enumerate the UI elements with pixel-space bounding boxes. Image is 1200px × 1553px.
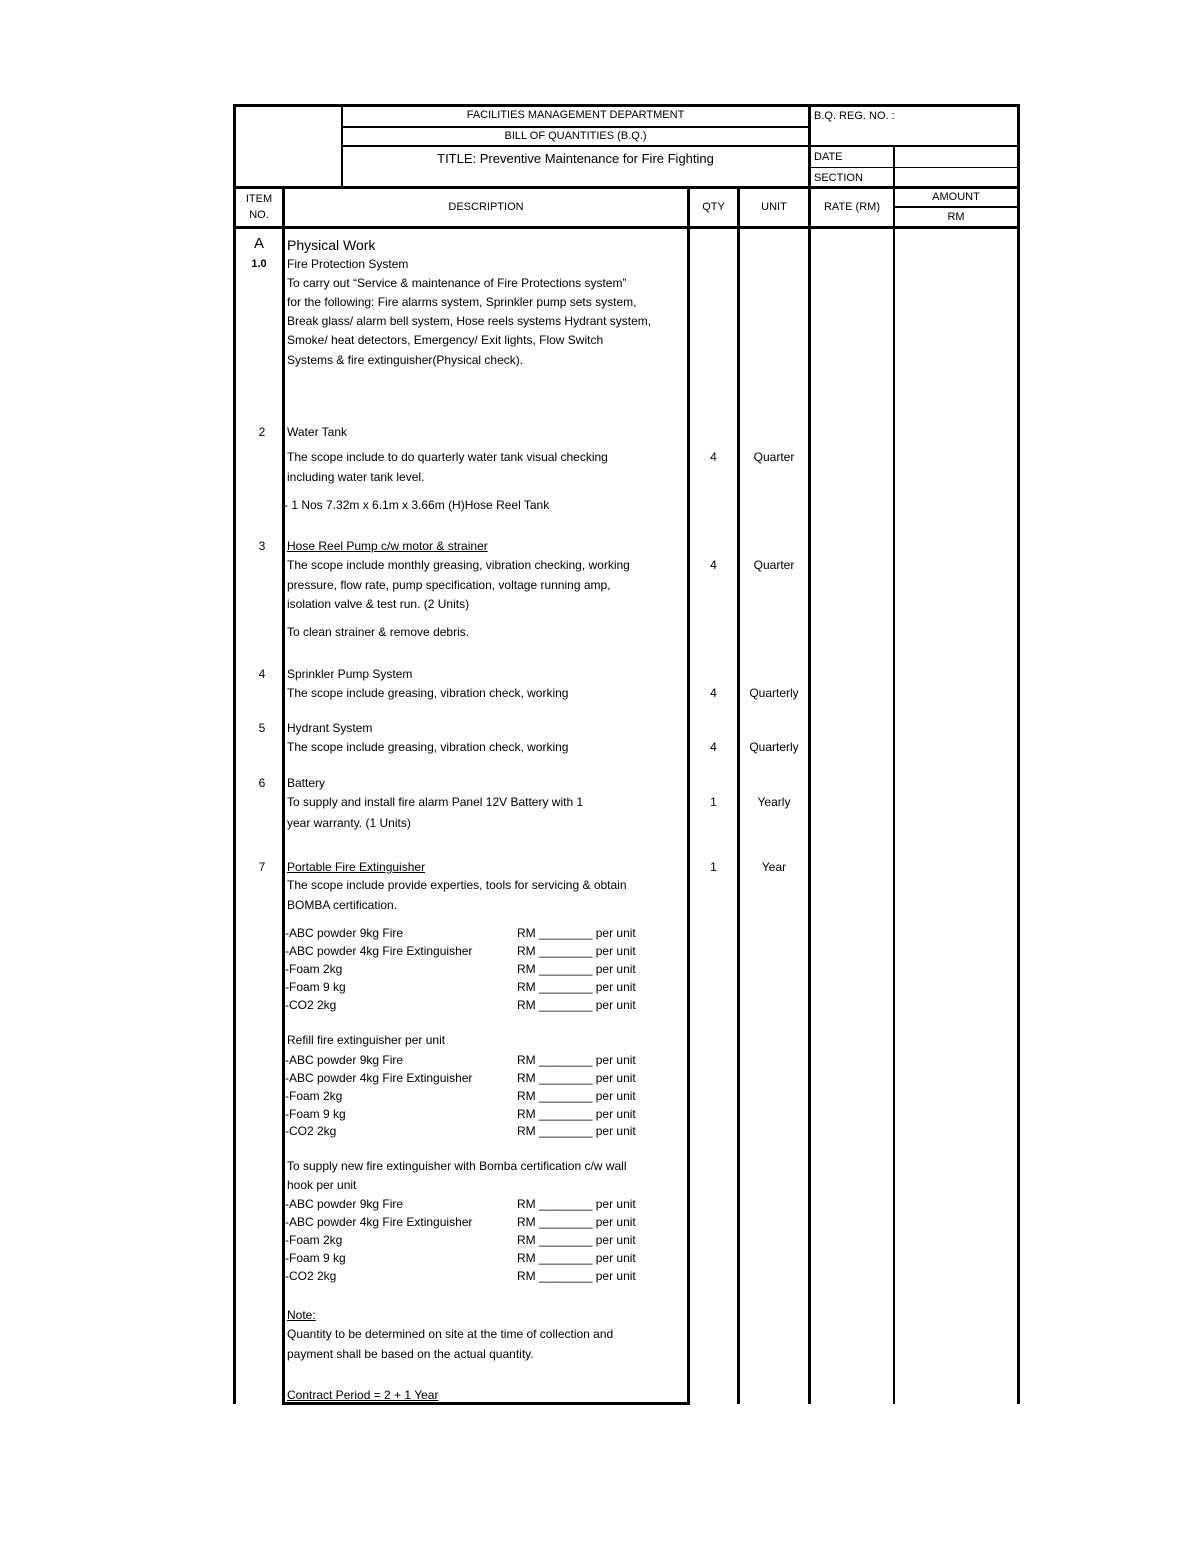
description-line: - 1 Nos 7.32m x 6.1m x 3.66m (H)Hose Reel Tank [284, 498, 550, 512]
price-blank: RM ________ per unit [517, 1124, 636, 1138]
description-line: Break glass/ alarm bell system, Hose reels systems Hydrant system, [287, 314, 652, 328]
col-item-line1: ITEM [245, 193, 273, 205]
extinguisher-type: -Foam 2kg [285, 1233, 343, 1247]
col-qty: QTY [702, 201, 725, 213]
price-blank: RM ________ per unit [517, 1053, 636, 1067]
extinguisher-type: -Foam 2kg [285, 1089, 343, 1103]
qty-value: 4 [710, 740, 717, 754]
item-no: 1.0 [251, 258, 267, 270]
description-line: Systems & fire extinguisher(Physical check). [287, 353, 524, 367]
description-line: pressure, flow rate, pump specification, voltage running amp, [287, 578, 611, 592]
extinguisher-type: -ABC powder 4kg Fire Extinguisher [285, 1215, 473, 1229]
col-description: DESCRIPTION [448, 201, 524, 213]
item-no: 5 [258, 721, 266, 735]
extinguisher-type: -Foam 9 kg [285, 980, 346, 994]
col-rate: RATE (RM) [823, 201, 880, 213]
description-line: The scope include greasing, vibration check, working [287, 740, 569, 754]
item-no: 6 [258, 776, 266, 790]
qty-value: 1 [710, 860, 717, 874]
price-blank: RM ________ per unit [517, 1197, 636, 1211]
unit-value: Quarterly [749, 686, 799, 700]
bq-reg-no-label: B.Q. REG. NO. : [814, 110, 895, 122]
description-line: To supply and install fire alarm Panel 12V Battery with 1 [287, 795, 584, 809]
item-title: Water Tank [287, 425, 348, 439]
item-title: Hose Reel Pump c/w motor & strainer [287, 539, 488, 553]
extinguisher-type: -ABC powder 9kg Fire [285, 926, 404, 940]
extinguisher-type: -ABC powder 9kg Fire [285, 1053, 404, 1067]
extinguisher-type: -ABC powder 4kg Fire Extinguisher [285, 944, 473, 958]
description-line: The scope include to do quarterly water tank visual checking [287, 450, 608, 464]
contract-period: Contract Period = 2 + 1 Year [287, 1388, 439, 1402]
price-blank: RM ________ per unit [517, 1215, 636, 1229]
item-no: 3 [258, 539, 266, 553]
extinguisher-type: -CO2 2kg [285, 998, 337, 1012]
col-amount: AMOUNT [932, 191, 980, 203]
col-unit: UNIT [761, 201, 787, 213]
price-blank: RM ________ per unit [517, 1089, 636, 1103]
supply-line: hook per unit [287, 1178, 357, 1192]
section-letter: A [253, 235, 264, 252]
document-title: TITLE: Preventive Maintenance for Fire Fighting [437, 151, 714, 166]
price-blank: RM ________ per unit [517, 944, 636, 958]
section-label: SECTION [814, 172, 863, 184]
description-line: The scope include monthly greasing, vibration checking, working [287, 558, 630, 572]
supply-line: To supply new fire extinguisher with Bomba certification c/w wall [287, 1159, 627, 1173]
description-line: Smoke/ heat detectors, Emergency/ Exit lights, Flow Switch [287, 333, 604, 347]
description-line: The scope include greasing, vibration check, working [287, 686, 569, 700]
item-title: Portable Fire Extinguisher [287, 860, 426, 874]
description-line: including water tank level. [287, 470, 425, 484]
description-line: for the following: Fire alarms system, Sprinkler pump sets system, [287, 295, 637, 309]
unit-value: Yearly [757, 795, 791, 809]
price-blank: RM ________ per unit [517, 962, 636, 976]
qty-value: 4 [710, 686, 717, 700]
refill-title: Refill fire extinguisher per unit [287, 1033, 446, 1047]
item-title: Fire Protection System [287, 257, 409, 271]
description-line: year warranty. (1 Units) [287, 816, 411, 830]
description-line: BOMBA certification. [287, 898, 398, 912]
item-title: Hydrant System [287, 721, 373, 735]
extinguisher-type: -ABC powder 4kg Fire Extinguisher [285, 1071, 473, 1085]
description-line: To clean strainer & remove debris. [287, 625, 470, 639]
note-title: Note: [287, 1308, 316, 1322]
bq-label: BILL OF QUANTITIES (B.Q.) [504, 130, 647, 142]
extinguisher-type: -Foam 9 kg [285, 1107, 346, 1121]
qty-value: 4 [710, 558, 717, 572]
department-name: FACILITIES MANAGEMENT DEPARTMENT [466, 109, 685, 121]
note-line: Quantity to be determined on site at the time of collection and [287, 1327, 614, 1341]
description-line: The scope include provide experties, tools for servicing & obtain [287, 878, 627, 892]
note-line: payment shall be based on the actual quantity. [287, 1347, 534, 1361]
description-line: isolation valve & test run. (2 Units) [287, 597, 470, 611]
item-no: 2 [258, 425, 266, 439]
item-title: Battery [287, 776, 326, 790]
unit-value: Quarter [753, 558, 795, 572]
extinguisher-type: -Foam 9 kg [285, 1251, 346, 1265]
qty-value: 4 [710, 450, 717, 464]
item-no: 4 [258, 667, 266, 681]
qty-value: 1 [710, 795, 717, 809]
unit-value: Year [761, 860, 787, 874]
col-item-line2: NO. [249, 209, 269, 221]
price-blank: RM ________ per unit [517, 980, 636, 994]
unit-value: Quarterly [749, 740, 799, 754]
unit-value: Quarter [753, 450, 795, 464]
price-blank: RM ________ per unit [517, 1233, 636, 1247]
price-blank: RM ________ per unit [517, 998, 636, 1012]
extinguisher-type: -CO2 2kg [285, 1269, 337, 1283]
price-blank: RM ________ per unit [517, 1071, 636, 1085]
extinguisher-type: -CO2 2kg [285, 1124, 337, 1138]
price-blank: RM ________ per unit [517, 1107, 636, 1121]
item-title: Sprinkler Pump System [287, 667, 413, 681]
col-amount-unit: RM [947, 211, 965, 223]
description-line: To carry out “Service & maintenance of Fire Protections system” [287, 276, 627, 290]
price-blank: RM ________ per unit [517, 1269, 636, 1283]
date-label: DATE [814, 151, 843, 163]
extinguisher-type: -ABC powder 9kg Fire [285, 1197, 404, 1211]
price-blank: RM ________ per unit [517, 926, 636, 940]
price-blank: RM ________ per unit [517, 1251, 636, 1265]
item-no: 7 [258, 860, 266, 874]
extinguisher-type: -Foam 2kg [285, 962, 343, 976]
section-title: Physical Work [287, 237, 376, 253]
